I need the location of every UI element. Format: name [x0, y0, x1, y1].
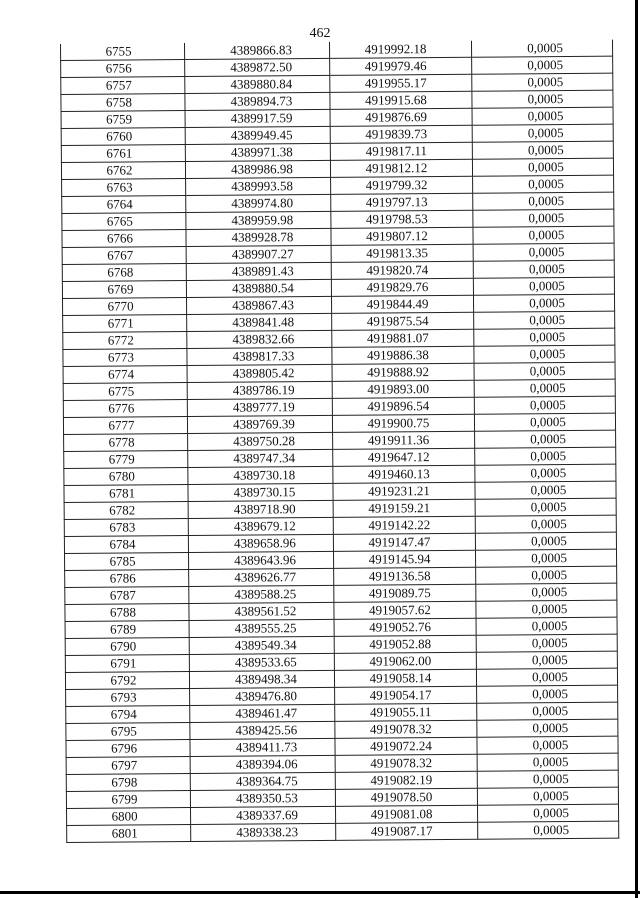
accuracy-cell: 0,0005	[473, 192, 614, 210]
x-coordinate-cell: 4389971.38	[185, 143, 330, 161]
accuracy-cell: 0,0005	[473, 277, 614, 295]
accuracy-cell: 0,0005	[473, 175, 614, 193]
x-coordinate-cell: 4389350.53	[190, 789, 335, 807]
coordinates-table-body	[60, 40, 618, 843]
accuracy-cell: 0,0005	[477, 787, 618, 805]
y-coordinate-cell: 4919052.88	[334, 635, 476, 653]
accuracy-cell: 0,0005	[475, 532, 616, 550]
point-number-cell: 6800	[67, 807, 191, 825]
x-coordinate-cell: 4389425.56	[190, 721, 335, 739]
accuracy-cell: 0,0005	[475, 498, 616, 516]
accuracy-cell: 0,0005	[473, 226, 614, 244]
y-coordinate-cell: 4919900.75	[332, 414, 474, 432]
y-coordinate-cell: 4919231.21	[333, 482, 475, 500]
x-coordinate-cell: 4389993.58	[186, 177, 331, 195]
x-coordinate-cell: 4389786.19	[187, 381, 332, 399]
point-number-cell: 6772	[63, 332, 187, 350]
accuracy-cell: 0,0005	[477, 736, 618, 754]
y-coordinate-cell: 4919054.17	[335, 686, 477, 704]
x-coordinate-cell: 4389817.33	[187, 347, 332, 365]
accuracy-cell: 0,0005	[472, 107, 613, 125]
point-number-cell: 6797	[66, 757, 190, 775]
accuracy-cell: 0,0005	[477, 804, 618, 822]
accuracy-cell: 0,0005	[476, 583, 617, 601]
x-coordinate-cell: 4389777.19	[187, 398, 332, 416]
accuracy-cell: 0,0005	[477, 685, 618, 703]
y-coordinate-cell: 4919057.62	[334, 601, 476, 619]
x-coordinate-cell: 4389747.34	[188, 449, 333, 467]
point-number-cell: 6761	[61, 145, 185, 163]
coordinates-table-wrapper	[60, 40, 618, 843]
x-coordinate-cell: 4389461.47	[190, 704, 335, 722]
y-coordinate-cell: 4919896.54	[332, 397, 474, 415]
point-number-cell: 6789	[65, 621, 189, 639]
x-coordinate-cell: 4389928.78	[186, 228, 331, 246]
x-coordinate-cell: 4389549.34	[189, 636, 334, 654]
y-coordinate-cell: 4919052.76	[334, 618, 476, 636]
y-coordinate-cell: 4919082.19	[335, 771, 477, 789]
y-coordinate-cell: 4919058.14	[334, 669, 476, 687]
accuracy-cell: 0,0005	[472, 73, 613, 91]
point-number-cell: 6766	[62, 230, 186, 248]
y-coordinate-cell: 4919136.58	[334, 567, 476, 585]
point-number-cell: 6760	[61, 128, 185, 146]
accuracy-cell: 0,0005	[475, 481, 616, 499]
accuracy-cell: 0,0005	[475, 447, 616, 465]
accuracy-cell: 0,0005	[474, 328, 615, 346]
accuracy-cell: 0,0005	[475, 430, 616, 448]
point-number-cell: 6787	[65, 587, 189, 605]
accuracy-cell: 0,0005	[472, 141, 613, 159]
point-number-cell: 6763	[62, 179, 186, 197]
y-coordinate-cell: 4919893.00	[332, 380, 474, 398]
accuracy-cell: 0,0005	[471, 40, 612, 58]
y-coordinate-cell: 4919807.12	[331, 227, 473, 245]
y-coordinate-cell: 4919844.49	[331, 295, 473, 313]
y-coordinate-cell: 4919881.07	[332, 329, 474, 347]
point-number-cell: 6775	[63, 383, 187, 401]
point-number-cell: 6776	[63, 400, 187, 418]
point-number-cell: 6801	[67, 824, 191, 842]
y-coordinate-cell: 4919089.75	[334, 584, 476, 602]
accuracy-cell: 0,0005	[476, 617, 617, 635]
x-coordinate-cell: 4389832.66	[187, 330, 332, 348]
y-coordinate-cell: 4919078.32	[335, 720, 477, 738]
x-coordinate-cell: 4389907.27	[186, 245, 331, 263]
accuracy-cell: 0,0005	[474, 362, 615, 380]
scan-frame-right-edge	[635, 0, 638, 898]
x-coordinate-cell: 4389394.06	[190, 755, 335, 773]
accuracy-cell: 0,0005	[476, 651, 617, 669]
point-number-cell: 6793	[66, 689, 190, 707]
page-number: 462	[309, 26, 331, 41]
y-coordinate-cell: 4919055.11	[335, 703, 477, 721]
point-number-cell: 6786	[65, 570, 189, 588]
x-coordinate-cell: 4389769.39	[187, 415, 332, 433]
point-number-cell: 6798	[66, 773, 190, 791]
x-coordinate-cell: 4389959.98	[186, 211, 331, 229]
y-coordinate-cell: 4919875.54	[332, 312, 474, 330]
x-coordinate-cell: 4389805.42	[187, 364, 332, 382]
y-coordinate-cell: 4919159.21	[333, 499, 475, 517]
accuracy-cell: 0,0005	[477, 753, 618, 771]
y-coordinate-cell: 4919799.32	[331, 176, 473, 194]
point-number-cell: 6785	[65, 553, 189, 571]
point-number-cell: 6792	[65, 672, 189, 690]
accuracy-cell: 0,0005	[472, 124, 613, 142]
y-coordinate-cell: 4919839.73	[330, 125, 472, 143]
x-coordinate-cell: 4389986.98	[185, 160, 330, 178]
point-number-cell: 6759	[61, 111, 185, 129]
x-coordinate-cell: 4389894.73	[185, 92, 330, 110]
x-coordinate-cell: 4389561.52	[189, 602, 334, 620]
y-coordinate-cell: 4919812.12	[330, 159, 472, 177]
x-coordinate-cell: 4389730.18	[188, 466, 333, 484]
y-coordinate-cell: 4919915.68	[330, 91, 472, 109]
point-number-cell: 6757	[61, 77, 185, 95]
y-coordinate-cell: 4919817.11	[330, 142, 472, 160]
x-coordinate-cell: 4389533.65	[189, 653, 334, 671]
accuracy-cell: 0,0005	[476, 634, 617, 652]
point-number-cell: 6796	[66, 740, 190, 758]
point-number-cell: 6780	[64, 468, 188, 486]
y-coordinate-cell: 4919142.22	[333, 516, 475, 534]
x-coordinate-cell: 4389730.15	[188, 483, 333, 501]
x-coordinate-cell: 4389364.75	[190, 772, 335, 790]
point-number-cell: 6756	[61, 60, 185, 78]
point-number-cell: 6771	[63, 315, 187, 333]
y-coordinate-cell: 4919979.46	[330, 57, 472, 75]
x-coordinate-cell: 4389588.25	[189, 585, 334, 603]
accuracy-cell: 0,0005	[475, 515, 616, 533]
x-coordinate-cell: 4389411.73	[190, 738, 335, 756]
point-number-cell: 6784	[64, 536, 188, 554]
y-coordinate-cell: 4919886.38	[332, 346, 474, 364]
point-number-cell: 6779	[64, 451, 188, 469]
point-number-cell: 6788	[65, 604, 189, 622]
y-coordinate-cell: 4919813.35	[331, 244, 473, 262]
x-coordinate-cell: 4389872.50	[185, 58, 330, 76]
y-coordinate-cell: 4919145.94	[333, 550, 475, 568]
accuracy-cell: 0,0005	[472, 56, 613, 74]
point-number-cell: 6791	[65, 655, 189, 673]
x-coordinate-cell: 4389891.43	[186, 262, 331, 280]
accuracy-cell: 0,0005	[474, 413, 615, 431]
y-coordinate-cell: 4919888.92	[332, 363, 474, 381]
x-coordinate-cell: 4389476.80	[190, 687, 335, 705]
accuracy-cell: 0,0005	[478, 821, 619, 839]
point-number-cell: 6790	[65, 638, 189, 656]
point-number-cell: 6762	[61, 162, 185, 180]
x-coordinate-cell: 4389555.25	[189, 619, 334, 637]
y-coordinate-cell: 4919797.13	[331, 193, 473, 211]
y-coordinate-cell: 4919072.24	[335, 737, 477, 755]
x-coordinate-cell: 4389679.12	[188, 517, 333, 535]
y-coordinate-cell: 4919798.53	[331, 210, 473, 228]
y-coordinate-cell: 4919911.36	[333, 431, 475, 449]
accuracy-cell: 0,0005	[472, 90, 613, 108]
point-number-cell: 6795	[66, 723, 190, 741]
point-number-cell: 6794	[66, 706, 190, 724]
accuracy-cell: 0,0005	[472, 158, 613, 176]
y-coordinate-cell: 4919081.08	[335, 805, 477, 823]
y-coordinate-cell: 4919829.76	[331, 278, 473, 296]
x-coordinate-cell: 4389917.59	[185, 109, 330, 127]
accuracy-cell: 0,0005	[474, 311, 615, 329]
point-number-cell: 6773	[63, 349, 187, 367]
x-coordinate-cell: 4389974.80	[186, 194, 331, 212]
accuracy-cell: 0,0005	[473, 243, 614, 261]
scan-frame-bottom-edge	[0, 891, 640, 894]
accuracy-cell: 0,0005	[477, 702, 618, 720]
point-number-cell: 6767	[62, 247, 186, 265]
y-coordinate-cell: 4919876.69	[330, 108, 472, 126]
x-coordinate-cell: 4389643.96	[188, 551, 333, 569]
accuracy-cell: 0,0005	[477, 770, 618, 788]
x-coordinate-cell: 4389750.28	[188, 432, 333, 450]
y-coordinate-cell: 4919955.17	[330, 74, 472, 92]
x-coordinate-cell: 4389949.45	[185, 126, 330, 144]
accuracy-cell: 0,0005	[477, 719, 618, 737]
y-coordinate-cell: 4919647.12	[333, 448, 475, 466]
point-number-cell: 6765	[62, 213, 186, 231]
x-coordinate-cell: 4389866.83	[184, 42, 329, 60]
accuracy-cell: 0,0005	[475, 464, 616, 482]
x-coordinate-cell: 4389658.96	[188, 534, 333, 552]
point-number-cell: 6769	[62, 281, 186, 299]
point-number-cell: 6783	[64, 519, 188, 537]
accuracy-cell: 0,0005	[473, 209, 614, 227]
accuracy-cell: 0,0005	[473, 260, 614, 278]
point-number-cell: 6770	[62, 298, 186, 316]
y-coordinate-cell: 4919087.17	[336, 822, 478, 840]
accuracy-cell: 0,0005	[474, 396, 615, 414]
x-coordinate-cell: 4389338.23	[191, 823, 336, 841]
table-row	[67, 821, 619, 842]
point-number-cell: 6774	[63, 366, 187, 384]
y-coordinate-cell: 4919460.13	[333, 465, 475, 483]
point-number-cell: 6768	[62, 264, 186, 282]
x-coordinate-cell: 4389718.90	[188, 500, 333, 518]
accuracy-cell: 0,0005	[476, 600, 617, 618]
accuracy-cell: 0,0005	[475, 549, 616, 567]
y-coordinate-cell: 4919078.50	[335, 788, 477, 806]
y-coordinate-cell: 4919078.32	[335, 754, 477, 772]
y-coordinate-cell: 4919992.18	[329, 41, 471, 59]
coordinates-table	[60, 40, 619, 843]
point-number-cell: 6777	[63, 417, 187, 435]
accuracy-cell: 0,0005	[473, 294, 614, 312]
point-number-cell: 6782	[64, 502, 188, 520]
point-number-cell: 6758	[61, 94, 185, 112]
x-coordinate-cell: 4389498.34	[189, 670, 334, 688]
x-coordinate-cell: 4389880.84	[185, 75, 330, 93]
y-coordinate-cell: 4919062.00	[334, 652, 476, 670]
x-coordinate-cell: 4389626.77	[189, 568, 334, 586]
point-number-cell: 6781	[64, 485, 188, 503]
accuracy-cell: 0,0005	[476, 668, 617, 686]
x-coordinate-cell: 4389880.54	[186, 279, 331, 297]
x-coordinate-cell: 4389337.69	[191, 806, 336, 824]
point-number-cell: 6755	[60, 43, 184, 60]
accuracy-cell: 0,0005	[474, 379, 615, 397]
accuracy-cell: 0,0005	[476, 566, 617, 584]
accuracy-cell: 0,0005	[474, 345, 615, 363]
point-number-cell: 6764	[62, 196, 186, 214]
y-coordinate-cell: 4919147.47	[333, 533, 475, 551]
x-coordinate-cell: 4389867.43	[186, 296, 331, 314]
x-coordinate-cell: 4389841.48	[187, 313, 332, 331]
y-coordinate-cell: 4919820.74	[331, 261, 473, 279]
point-number-cell: 6799	[66, 790, 190, 808]
point-number-cell: 6778	[64, 434, 188, 452]
